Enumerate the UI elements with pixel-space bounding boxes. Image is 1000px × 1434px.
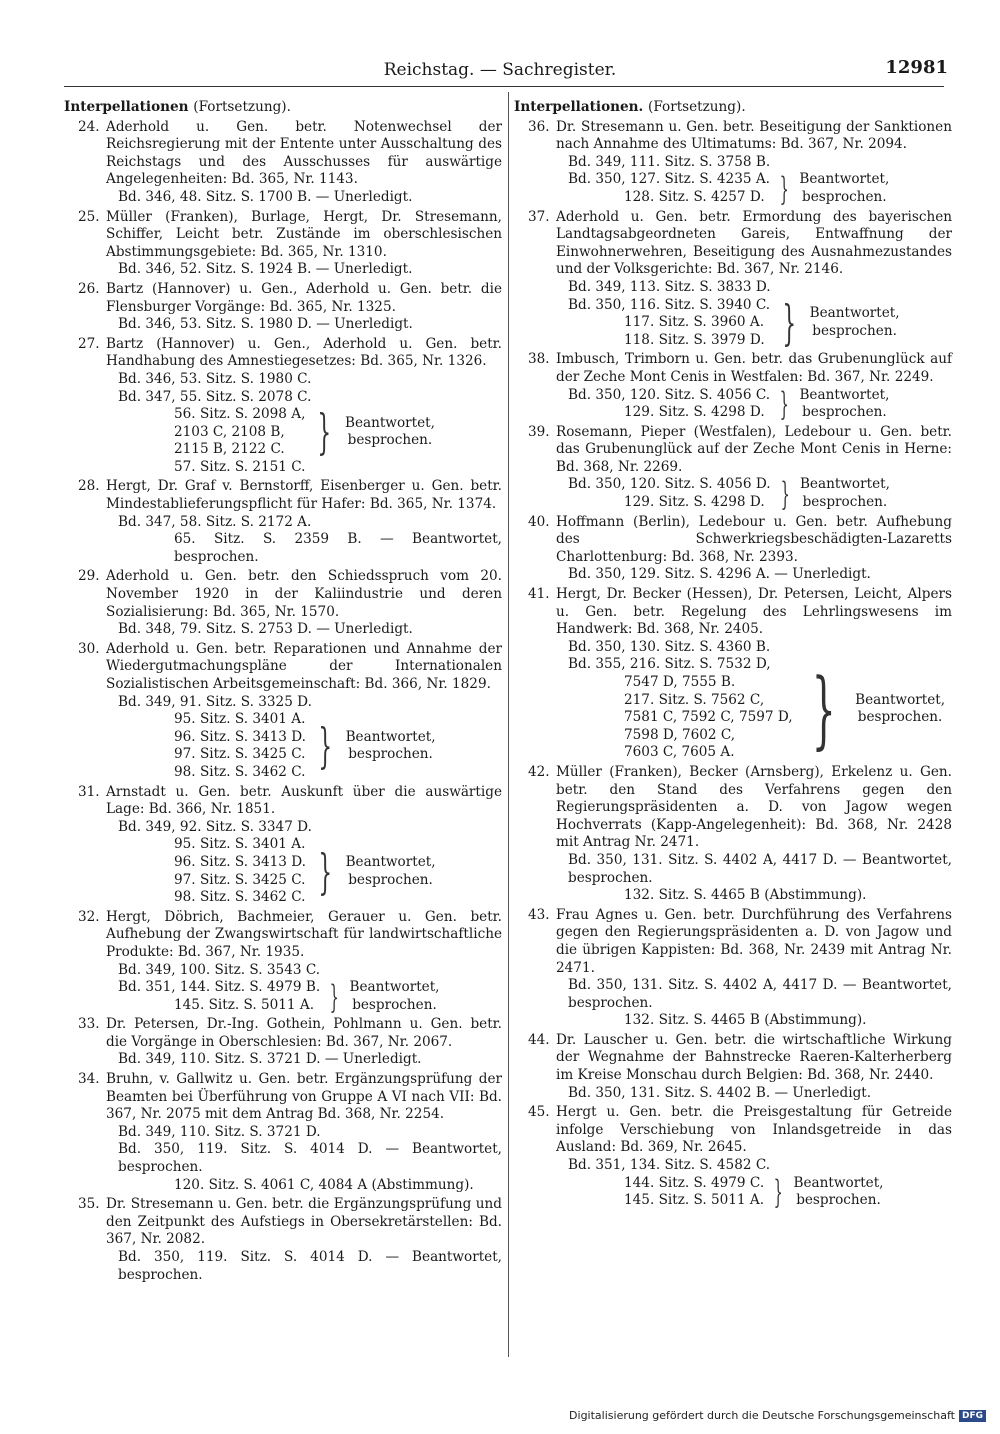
- status-note: Beantwortet, besprochen.: [344, 414, 435, 449]
- session-reference: 145. Sitz. S. 5011 A.: [624, 1192, 765, 1209]
- grouped-references: [568, 1175, 764, 1210]
- session-reference: 129. Sitz. S. 4298 D.: [624, 404, 765, 421]
- session-reference: Bd. 347, 58. Sitz. S. 2172 A.: [118, 513, 312, 530]
- entry-number: 25.: [78, 208, 100, 225]
- session-reference: Bd. 350, 119. Sitz. S. 4014 D. — Beantwortet, besprochen.: [118, 1249, 502, 1283]
- index-entry: [64, 119, 502, 207]
- session-reference: Bd. 351, 144. Sitz. S. 4979 B.: [118, 979, 321, 996]
- reference-group: [514, 171, 952, 206]
- entry-text: [514, 119, 952, 154]
- index-entry: [64, 1071, 502, 1194]
- entry-description: Hergt u. Gen. betr. die Preisgestaltung für Getreide infolge Verschiebung von Inlandsgetreide in das Ausland: Bd. 369, Nr. 2645.: [556, 1104, 952, 1156]
- session-reference: Bd. 350, 120. Sitz. S. 4056 D.: [568, 476, 771, 493]
- session-reference: Bd. 347, 55. Sitz. S. 2078 C.: [118, 388, 312, 405]
- reference-group: [64, 406, 502, 459]
- brace-icon: }: [317, 404, 332, 461]
- entry-number: 37.: [528, 208, 550, 225]
- entry-description: Arnstadt u. Gen. betr. Auskunft über die auswärtige Lage: Bd. 366, Nr. 1851.: [106, 783, 502, 818]
- session-reference: Bd. 349, 110. Sitz. S. 3721 D.: [118, 1123, 321, 1140]
- entry-text: [64, 641, 502, 694]
- right-column: [514, 99, 952, 1212]
- session-reference: Bd. 349, 111. Sitz. S. 3758 B.: [568, 153, 771, 170]
- index-entry: [514, 119, 952, 207]
- left-entries: [64, 119, 502, 1285]
- brace-icon: }: [318, 718, 333, 775]
- entry-description: Hergt, Dr. Graf v. Bernstorff, Eisenberger u. Gen. betr. Mindestablieferungspflicht für Hafer: Bd. 365, Nr. 1374.: [106, 478, 502, 513]
- right-entries: [514, 119, 952, 1210]
- session-reference: 144. Sitz. S. 4979 C.: [624, 1174, 765, 1191]
- entry-description: Dr. Stresemann u. Gen. betr. Beseitigung der Sanktionen nach Annahme des Ultimatums: Bd. 367, Nr. 2094.: [556, 118, 952, 153]
- entry-text: [514, 209, 952, 279]
- session-reference: Bd. 349, 100. Sitz. S. 3543 C.: [118, 961, 321, 978]
- entry-description: Müller (Franken), Becker (Arnsberg), Erkelenz u. Gen. betr. den Stand des Verfahrens gegen den Regierungspräsidenten a. D. von Jagow wegen Hochverrats (Kapp-Angelegenheit): Bd. 368, Nr. 2428 mit Antrag Nr. 2471.: [556, 763, 952, 851]
- entry-number: 39.: [528, 423, 550, 440]
- page-header-title: Reichstag. — Sachregister.: [383, 60, 617, 80]
- entry-text: [64, 336, 502, 371]
- entry-number: 35.: [78, 1196, 100, 1213]
- grouped-references: [118, 406, 305, 459]
- index-entry: [514, 351, 952, 424]
- entry-description: Hoffmann (Berlin), Ledebour u. Gen. betr. Aufhebung des Schwerkriegsbeschädigten-Lazaretts Charlottenburg: Bd. 368, Nr. 2393.: [556, 513, 952, 565]
- index-entry: [64, 909, 502, 1015]
- entry-text: [64, 1071, 502, 1124]
- session-reference: 7598 D, 7602 C,: [624, 726, 736, 743]
- footer: [569, 1409, 986, 1422]
- session-reference: Bd. 349, 92. Sitz. S. 3347 D.: [118, 818, 312, 835]
- index-entry: [514, 514, 952, 584]
- session-reference: Bd. 350, 120. Sitz. S. 4056 C.: [568, 386, 771, 403]
- entry-number: 31.: [78, 783, 100, 800]
- session-reference: Bd. 350, 127. Sitz. S. 4235 A.: [568, 171, 770, 188]
- session-reference: 96. Sitz. S. 3413 D.: [174, 728, 306, 745]
- grouped-references: [568, 656, 793, 762]
- session-reference: 145. Sitz. S. 5011 A.: [174, 996, 315, 1013]
- entry-number: 45.: [528, 1104, 550, 1121]
- reference-group: [64, 836, 502, 906]
- session-reference: 98. Sitz. S. 3462 C.: [174, 763, 306, 780]
- reference-group: [514, 294, 952, 351]
- session-reference: Bd. 346, 53. Sitz. S. 1980 D. — Unerledigt.: [118, 316, 413, 333]
- entry-number: 42.: [528, 763, 550, 780]
- session-reference: 129. Sitz. S. 4298 D.: [624, 494, 765, 511]
- left-column-heading: Interpellationen (Fortsetzung).: [64, 99, 291, 115]
- index-entry: [64, 209, 502, 279]
- entry-description: Bruhn, v. Gallwitz u. Gen. betr. Ergänzungsprüfung der Beamten bei Überführung von Gruppe A VI nach VII: Bd. 367, Nr. 2075 mit dem Antrag Bd. 368, Nr. 2254.: [106, 1071, 502, 1123]
- session-reference: 7581 C, 7592 C, 7597 D,: [624, 709, 793, 726]
- index-entry: [64, 1016, 502, 1069]
- status-note: Beantwortet, besprochen.: [799, 171, 890, 205]
- brace-icon: }: [773, 1173, 783, 1212]
- entry-text: [64, 1196, 502, 1249]
- status-note: Beantwortet, besprochen.: [345, 728, 436, 763]
- session-reference: Bd. 350, 131. Sitz. S. 4402 A, 4417 D. — Beantwortet, besprochen.: [568, 851, 952, 886]
- index-entry: [64, 281, 502, 334]
- session-reference: Bd. 350, 130. Sitz. S. 4360 B.: [568, 638, 771, 655]
- index-entry: [64, 568, 502, 638]
- grouped-references: [568, 297, 770, 350]
- entry-number: 30.: [78, 640, 100, 657]
- entry-text: [514, 586, 952, 639]
- status-note: Beantwortet, besprochen.: [349, 979, 440, 1013]
- entry-description: Aderhold u. Gen. betr. Ermordung des bayerischen Landtagsabgeordneten Gareis, Entwaffnung der Einwohnerwehren, Beseitigung des Ausnahmezustandes und der Volksgerichte: Bd. 367, Nr. 2146.: [556, 208, 952, 278]
- grouped-references: [118, 979, 320, 1014]
- session-reference: 65. Sitz. S. 2359 B. — Beantwortet, besprochen.: [174, 531, 502, 565]
- entry-number: 41.: [528, 586, 550, 603]
- session-reference: 7603 C, 7605 A.: [624, 744, 735, 761]
- session-reference: 132. Sitz. S. 4465 B (Abstimmung).: [624, 1012, 867, 1029]
- index-entry: [64, 478, 502, 566]
- entry-text: [514, 1104, 952, 1157]
- grouped-references: [118, 711, 306, 781]
- entry-number: 29.: [78, 568, 100, 585]
- entry-text: [514, 351, 952, 386]
- index-entry: [514, 209, 952, 350]
- entry-number: 32.: [78, 908, 100, 925]
- entry-text: [514, 907, 952, 977]
- entry-description: Aderhold u. Gen. betr. den Schiedsspruch vom 20. November 1920 in der Kaliindustrie und deren Sozialisierung: Bd. 365, Nr. 1570.: [106, 568, 502, 620]
- entry-number: 34.: [78, 1071, 100, 1088]
- entry-text: [64, 909, 502, 962]
- index-entry: [514, 907, 952, 1030]
- entry-description: Dr. Lauscher u. Gen. betr. die wirtschaftliche Wirkung der Wegnahme der Bahnstrecke Raeren-Kalterherberg im Kreise Monschau durch Belgien: Bd. 368, Nr. 2440.: [556, 1031, 952, 1084]
- entry-text: [64, 281, 502, 316]
- grouped-references: [118, 836, 306, 906]
- grouped-references: [568, 476, 771, 511]
- session-reference: 2115 B, 2122 C.: [174, 441, 285, 458]
- entry-number: 36.: [528, 118, 550, 135]
- brace-icon: }: [811, 660, 836, 759]
- reference-group: [514, 1175, 952, 1210]
- reference-group: [514, 656, 952, 762]
- entry-description: Bartz (Hannover) u. Gen., Aderhold u. Gen. betr. die Flensburger Vorgänge: Bd. 365, Nr. 1325.: [106, 280, 502, 315]
- entry-number: 26.: [78, 280, 100, 297]
- reference-group: [514, 475, 952, 514]
- entry-number: 43.: [528, 906, 550, 923]
- entry-description: Frau Agnes u. Gen. betr. Durchführung des Verfahrens gegen den Regierungspräsidenten a. D. von Jagow und die übrigen Kappisten: Bd. 368, Nr. 2439 mit Antrag Nr. 2471.: [556, 906, 952, 976]
- footer-text: Digitalisierung gefördert durch die Deutsche Forschungsgemeinschaft: [569, 1409, 955, 1422]
- index-entry: [514, 1104, 952, 1210]
- session-reference: Bd. 349, 91. Sitz. S. 3325 D.: [118, 693, 312, 710]
- status-note: Beantwortet, besprochen.: [855, 691, 946, 726]
- brace-icon: }: [329, 977, 339, 1016]
- status-note: Beantwortet, besprochen.: [809, 305, 900, 339]
- index-entry: [64, 784, 502, 907]
- session-reference: Bd. 350, 116. Sitz. S. 3940 C.: [568, 296, 771, 313]
- status-note: Beantwortet, besprochen.: [799, 476, 890, 511]
- session-reference: 128. Sitz. S. 4257 D.: [624, 188, 765, 205]
- session-reference: Bd. 346, 53. Sitz. S. 1980 C.: [118, 370, 312, 387]
- status-note: Beantwortet, besprochen.: [345, 853, 436, 888]
- session-reference: Bd. 355, 216. Sitz. S. 7532 D,: [568, 656, 771, 673]
- session-reference: Bd. 349, 110. Sitz. S. 3721 D. — Unerledigt.: [118, 1051, 422, 1068]
- status-note: Beantwortet, besprochen.: [793, 1174, 884, 1209]
- index-entry: [514, 764, 952, 905]
- session-reference: 97. Sitz. S. 3425 C.: [174, 871, 306, 888]
- reference-group: [514, 387, 952, 422]
- entry-text: [64, 784, 502, 819]
- page-number: 12981: [885, 57, 948, 78]
- session-reference: Bd. 349, 113. Sitz. S. 3833 D.: [568, 278, 771, 295]
- session-reference: 118. Sitz. S. 3979 D.: [624, 331, 765, 348]
- session-reference: 97. Sitz. S. 3425 C.: [174, 746, 306, 763]
- index-entry: [64, 336, 502, 477]
- session-reference: 98. Sitz. S. 3462 C.: [174, 889, 306, 906]
- index-entry: [64, 641, 502, 782]
- session-reference: Bd. 351, 134. Sitz. S. 4582 C.: [568, 1157, 771, 1174]
- session-reference: Bd. 348, 79. Sitz. S. 2753 D. — Unerledigt.: [118, 621, 413, 638]
- entry-description: Aderhold u. Gen. betr. Notenwechsel der Reichsregierung mit der Entente unter Ausschaltung des Reichstags und des Ausschusses für auswärtige Angelegenheiten: Bd. 365, Nr. 1143.: [106, 118, 502, 188]
- status-note: Beantwortet, besprochen.: [799, 386, 890, 421]
- brace-icon: }: [779, 385, 789, 424]
- reference-group: [64, 979, 502, 1014]
- entry-description: Rosemann, Pieper (Westfalen), Ledebour u. Gen. betr. das Grubenunglück auf der Zeche Mont Cenis in Herne: Bd. 368, Nr. 2269.: [556, 423, 952, 475]
- brace-icon: }: [779, 169, 789, 208]
- entry-number: 33.: [78, 1016, 100, 1033]
- entry-text: [64, 209, 502, 262]
- entry-description: Imbusch, Trimborn u. Gen. betr. das Grubenunglück auf der Zeche Mont Cenis in Westfalen: Bd. 367, Nr. 2249.: [556, 351, 952, 385]
- right-column-heading: Interpellationen. (Fortsetzung).: [514, 99, 746, 115]
- session-reference: 95. Sitz. S. 3401 A.: [174, 711, 306, 728]
- left-column: [64, 99, 502, 1286]
- entry-number: 44.: [528, 1031, 550, 1048]
- session-reference: Bd. 350, 131. Sitz. S. 4402 B. — Unerledigt.: [568, 1084, 872, 1101]
- entry-number: 40.: [528, 513, 550, 530]
- brace-icon: }: [782, 294, 797, 351]
- entry-number: 38.: [528, 351, 550, 368]
- entry-description: Dr. Stresemann u. Gen. betr. die Ergänzungsprüfung und den Zeitpunkt des Aufstiegs in Obersekretärstellen: Bd. 367, Nr. 2082.: [106, 1196, 502, 1248]
- entry-description: Müller (Franken), Burlage, Hergt, Dr. Stresemann, Schiffer, Leicht betr. Zustände im oberschlesischen Abstimmungsgebiete: Bd. 365, Nr. 1310.: [106, 208, 502, 260]
- entry-text: [64, 1016, 502, 1051]
- session-reference: Bd. 350, 131. Sitz. S. 4402 A, 4417 D. — Beantwortet, besprochen.: [568, 977, 952, 1011]
- entry-number: 28.: [78, 478, 100, 495]
- session-reference: 57. Sitz. S. 2151 C.: [174, 458, 306, 475]
- entry-description: Dr. Petersen, Dr.-Ing. Gothein, Pohlmann u. Gen. betr. die Vorgänge in Oberschlesien: Bd. 367, Nr. 2067.: [106, 1016, 502, 1050]
- index-entry: [514, 424, 952, 512]
- session-reference: 117. Sitz. S. 3960 A.: [624, 314, 765, 331]
- entry-text: [64, 478, 502, 513]
- entry-text: [64, 119, 502, 189]
- session-reference: 95. Sitz. S. 3401 A.: [174, 836, 306, 853]
- session-reference: 120. Sitz. S. 4061 C, 4084 A (Abstimmung).: [174, 1176, 474, 1193]
- session-reference: Bd. 350, 119. Sitz. S. 4014 D. — Beantwortet, besprochen.: [118, 1141, 502, 1176]
- entry-text: [514, 764, 952, 852]
- index-entry: [64, 1196, 502, 1284]
- entry-text: [514, 1032, 952, 1085]
- session-reference: 56. Sitz. S. 2098 A,: [174, 406, 306, 423]
- session-reference: 7547 D, 7555 B.: [624, 674, 736, 690]
- index-entry: [514, 1032, 952, 1102]
- session-reference: Bd. 346, 52. Sitz. S. 1924 B. — Unerledigt.: [118, 261, 413, 278]
- session-reference: 96. Sitz. S. 3413 D.: [174, 853, 306, 870]
- grouped-references: [568, 171, 770, 206]
- entry-text: [64, 568, 502, 621]
- reference-group: [64, 711, 502, 781]
- entry-number: 27.: [78, 335, 100, 352]
- entry-description: Aderhold u. Gen. betr. Reparationen und Annahme der Wiedergutmachungspläne der Internationalen Sozialistischen Arbeitsgemeinschaft: Bd. 366, Nr. 1829.: [106, 640, 502, 692]
- brace-icon: }: [318, 843, 333, 900]
- entry-description: Bartz (Hannover) u. Gen., Aderhold u. Gen. betr. Handhabung des Amnestiegesetzes: Bd. 365, Nr. 1326.: [106, 335, 502, 370]
- entry-text: [514, 514, 952, 567]
- entry-number: 24.: [78, 118, 100, 135]
- session-reference: Bd. 350, 129. Sitz. S. 4296 A. — Unerledigt.: [568, 566, 871, 583]
- session-reference: 217. Sitz. S. 7562 C,: [624, 691, 765, 708]
- entry-text: [514, 424, 952, 477]
- entry-description: Hergt, Dr. Becker (Hessen), Dr. Petersen, Leicht, Alpers u. Gen. betr. Regelung des Lehrlingswesens im Handwerk: Bd. 368, Nr. 2405.: [556, 586, 952, 638]
- session-reference: Bd. 346, 48. Sitz. S. 1700 B. — Unerledigt.: [118, 188, 413, 205]
- header-rule: [64, 86, 944, 87]
- index-entry: [514, 586, 952, 762]
- session-reference: 132. Sitz. S. 4465 B (Abstimmung).: [624, 887, 867, 904]
- dfg-logo: DFG: [959, 1410, 986, 1422]
- column-divider: [508, 92, 509, 1357]
- brace-icon: }: [780, 475, 790, 514]
- grouped-references: [568, 387, 770, 422]
- session-reference: 2103 C, 2108 B,: [174, 423, 285, 440]
- entry-description: Hergt, Döbrich, Bachmeier, Gerauer u. Gen. betr. Aufhebung der Zwangswirtschaft für landwirtschaftliche Produkte: Bd. 367, Nr. 1935.: [106, 908, 502, 960]
